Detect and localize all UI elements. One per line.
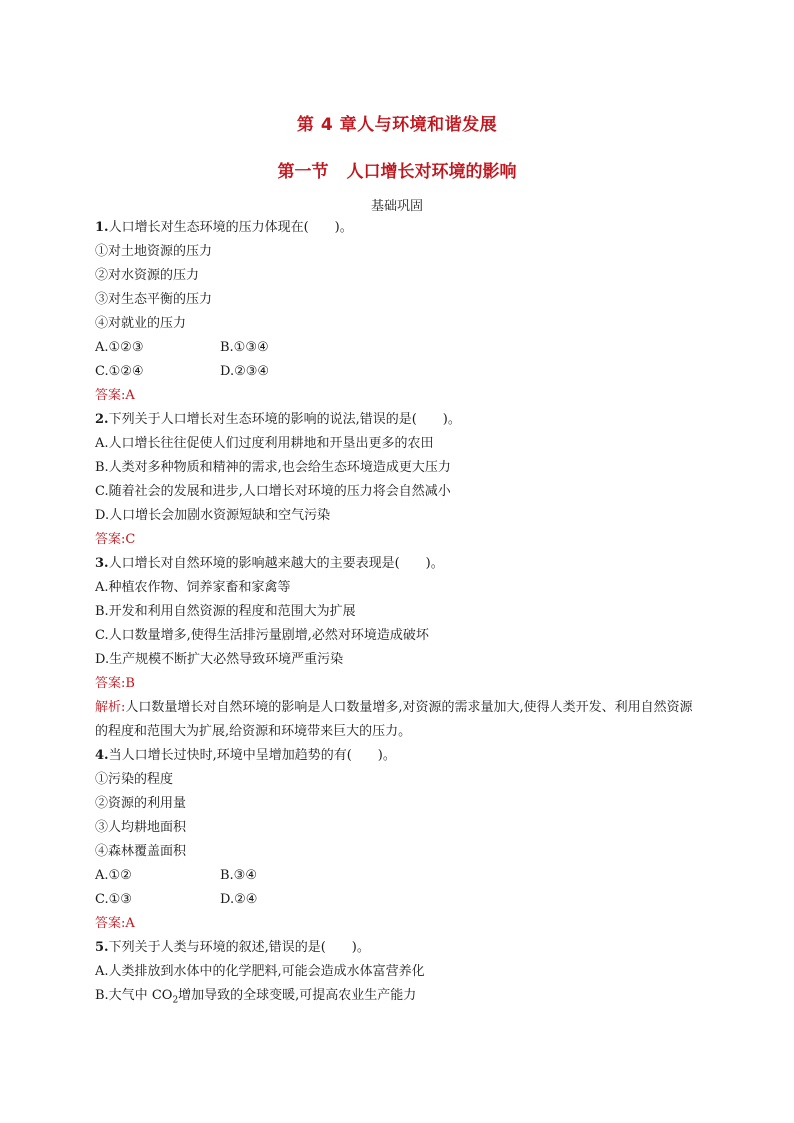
question-3-stem bbox=[95, 552, 705, 576]
question-number: 3. bbox=[95, 556, 109, 571]
question-text: 人口增长对生态环境的压力体现在( )。 bbox=[108, 220, 353, 235]
question-item: ③对生态平衡的压力 bbox=[95, 292, 213, 307]
option: C.①②④ bbox=[95, 364, 144, 379]
answer-line bbox=[95, 672, 705, 696]
question-text: 下列关于人类与环境的叙述,错误的是( )。 bbox=[108, 940, 370, 955]
section-name: 人口增长对环境的影响 bbox=[346, 162, 517, 182]
option-text: 增加导致的全球变暖,可提高农业生产能力 bbox=[178, 988, 417, 1003]
option: B.人类对多种物质和精神的需求,也会给生态环境造成更大压力 bbox=[95, 460, 451, 475]
option: A.人口增长往往促使人们过度利用耕地和开垦出更多的农田 bbox=[95, 436, 434, 451]
explanation bbox=[95, 696, 705, 744]
answer-value: C bbox=[125, 532, 136, 547]
explanation-text: 人口数量增长对自然环境的影响是人口数量增多,对资源的需求量加大,使得人类开发、利用自然资源的程度和范围大为扩展,给资源和环境带来巨大的压力。 bbox=[95, 700, 693, 739]
answer-label: 答案: bbox=[95, 388, 126, 403]
answer-label: 答案: bbox=[95, 916, 126, 931]
question-text: 下列关于人口增长对生态环境的影响的说法,错误的是( )。 bbox=[108, 412, 461, 427]
option: C.随着社会的发展和进步,人口增长对环境的压力将会自然减小 bbox=[95, 484, 451, 499]
section-title bbox=[0, 157, 794, 182]
question-item: ①对土地资源的压力 bbox=[95, 244, 213, 259]
question-1-stem bbox=[95, 216, 705, 240]
option: A.①② bbox=[95, 868, 132, 883]
subscript: 2 bbox=[172, 995, 179, 1006]
question-number: 5. bbox=[95, 940, 109, 955]
option-row bbox=[95, 864, 705, 888]
question-2-stem bbox=[95, 408, 705, 432]
answer-value: A bbox=[125, 388, 135, 403]
answer-label: 答案: bbox=[95, 676, 126, 691]
option: B.开发和利用自然资源的程度和范围大为扩展 bbox=[95, 604, 356, 619]
answer-value: B bbox=[125, 676, 135, 691]
question-text: 当人口增长过快时,环境中呈增加趋势的有( )。 bbox=[108, 748, 396, 763]
option: B.①③④ bbox=[220, 340, 269, 355]
section-number: 第一节 bbox=[277, 162, 329, 182]
option: D.生产规模不断扩大必然导致环境严重污染 bbox=[95, 652, 344, 667]
option: D.人口增长会加剧水资源短缺和空气污染 bbox=[95, 508, 331, 523]
question-item: ④森林覆盖面积 bbox=[95, 844, 187, 859]
option-row bbox=[95, 888, 705, 912]
option: D.②③④ bbox=[220, 364, 270, 379]
question-item: ②资源的利用量 bbox=[95, 796, 187, 811]
option: A.①②③ bbox=[95, 340, 144, 355]
option-row bbox=[95, 336, 705, 360]
answer-label: 答案: bbox=[95, 532, 126, 547]
question-number: 2. bbox=[95, 412, 109, 427]
answer-line bbox=[95, 384, 705, 408]
question-item: ④对就业的压力 bbox=[95, 316, 187, 331]
question-item: ②对水资源的压力 bbox=[95, 268, 200, 283]
question-5-stem bbox=[95, 936, 705, 960]
option: B.③④ bbox=[220, 868, 257, 883]
answer-line bbox=[95, 528, 705, 552]
option bbox=[95, 984, 705, 1008]
question-text: 人口增长对自然环境的影响越来越大的主要表现是( )。 bbox=[108, 556, 444, 571]
question-4-stem bbox=[95, 744, 705, 768]
answer-value: A bbox=[125, 916, 135, 931]
question-number: 4. bbox=[95, 748, 109, 763]
answer-line bbox=[95, 912, 705, 936]
option: D.②④ bbox=[220, 892, 258, 907]
question-number: 1. bbox=[95, 220, 109, 235]
option: C.①③ bbox=[95, 892, 132, 907]
chapter-title: 第 4 章人与环境和谐发展 bbox=[296, 115, 498, 135]
question-list bbox=[95, 216, 705, 1008]
subsection-title: 基础巩固 bbox=[370, 199, 423, 214]
question-item: ①污染的程度 bbox=[95, 772, 174, 787]
question-item: ③人均耕地面积 bbox=[95, 820, 187, 835]
option-text: B.大气中 CO bbox=[95, 988, 173, 1003]
option: A.种植农作物、饲养家畜和家禽等 bbox=[95, 580, 291, 595]
option: C.人口数量增多,使得生活排污量剧增,必然对环境造成破坏 bbox=[95, 628, 429, 643]
option-row bbox=[95, 360, 705, 384]
explanation-label: 解析: bbox=[95, 700, 126, 715]
option: A.人类排放到水体中的化学肥料,可能会造成水体富营养化 bbox=[95, 964, 425, 979]
